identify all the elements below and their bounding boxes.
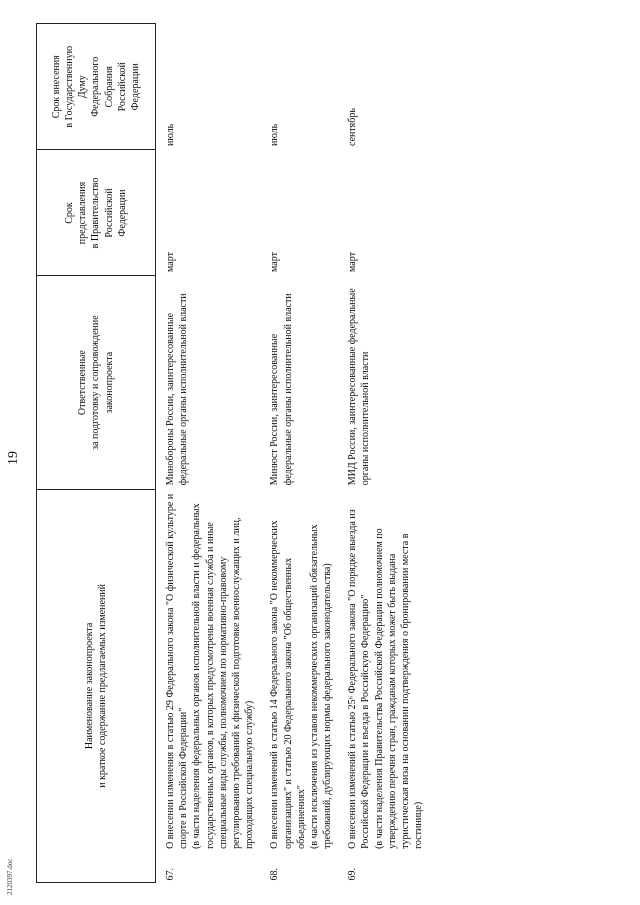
footer-filename: 2120397.doc xyxy=(6,858,14,895)
bill-title: О внесении изменений в статью 25⁶ Федерального закона "О порядке выезда из Российской Федерации и въезда в Российскую Федерацию" xyxy=(347,509,372,849)
term-duma-cell: сентябрь xyxy=(347,108,359,146)
header-line: в Правительство xyxy=(90,177,102,249)
term-government-cell: март xyxy=(347,252,359,272)
header-line: Российской xyxy=(103,188,115,238)
table-row xyxy=(340,24,431,883)
header-line: Срок xyxy=(64,202,76,224)
bill-title: О внесении изменения в статью 29 Федерального закона "О физической культуре и спорте в Российской Федерации" xyxy=(165,493,190,849)
table-row xyxy=(156,24,263,883)
row-number: 68. xyxy=(269,868,281,881)
header-responsible xyxy=(37,276,156,489)
header-line: Ответственные xyxy=(77,350,89,416)
header-line: Срок внесения xyxy=(50,55,62,119)
responsible-cell: Минюст России, заинтересованные федеральные органы исполнительной власти xyxy=(269,293,294,486)
table-row xyxy=(262,24,340,883)
responsible-cell: Минобороны России, заинтересованные федеральные органы исполнительной власти xyxy=(165,293,190,486)
header-line: представления xyxy=(77,181,89,245)
header-line: законопроекта xyxy=(103,351,115,414)
bill-note: (в части наделения Правительства Российской Федерации полномочием по утверждению перечня стран, гражданам которых может быть выдана туристическая виза на основании подтверждения о бронировании места в гостинице) xyxy=(373,528,425,849)
header-line: Российской xyxy=(116,62,128,112)
bill-name-cell xyxy=(156,489,263,853)
term-duma-cell: июль xyxy=(165,123,176,146)
bill-note: (в части исключения из уставов некоммерческих организаций обязательных требований, дублирующих нормы федерального законодательства) xyxy=(308,524,334,849)
header-line: Федерации xyxy=(129,63,141,111)
term-government-cell: март xyxy=(165,252,176,272)
header-line: Собрания xyxy=(103,65,115,108)
bill-name-cell xyxy=(262,489,340,853)
header-line: и краткое содержание предлагаемых изменений xyxy=(97,583,108,788)
legislation-plan-table xyxy=(36,23,431,883)
term-government-cell: март xyxy=(269,252,281,272)
header-line: в Государственную xyxy=(64,45,76,128)
bill-note: (в части наделения федеральных органов исполнительной власти и федеральных государственных органов, в которых предусмотрены военная служба и иные специальные виды службы, полномочием по нормативно-правовому регулированию требований к физической подготовке военнослужащих и лиц, проходящих специальную службу) xyxy=(191,503,256,849)
responsible-cell: МИД России, заинтересованные федеральные органы исполнительной власти xyxy=(347,288,372,486)
bill-name-cell xyxy=(340,489,431,853)
header-term-government xyxy=(37,150,156,276)
table-header-row xyxy=(37,24,156,883)
header-line: Думу xyxy=(77,75,89,99)
header-line: Федерального xyxy=(90,56,102,117)
header-line: Наименование законопроекта xyxy=(83,622,95,750)
row-number: 69. xyxy=(347,868,359,881)
header-line: за подготовку и сопровождение xyxy=(90,315,102,450)
term-duma-cell: июль xyxy=(269,123,281,146)
header-name xyxy=(37,489,156,882)
row-number: 67. xyxy=(165,868,176,881)
bill-title: О внесении изменений в статью 14 Федерального закона "О некоммерческих организациях" и статью 20 Федерального закона "Об общественных объединениях" xyxy=(269,520,307,849)
header-line: Федерации xyxy=(116,189,128,237)
page-number: 19 xyxy=(6,451,21,465)
header-term-duma xyxy=(37,24,156,150)
